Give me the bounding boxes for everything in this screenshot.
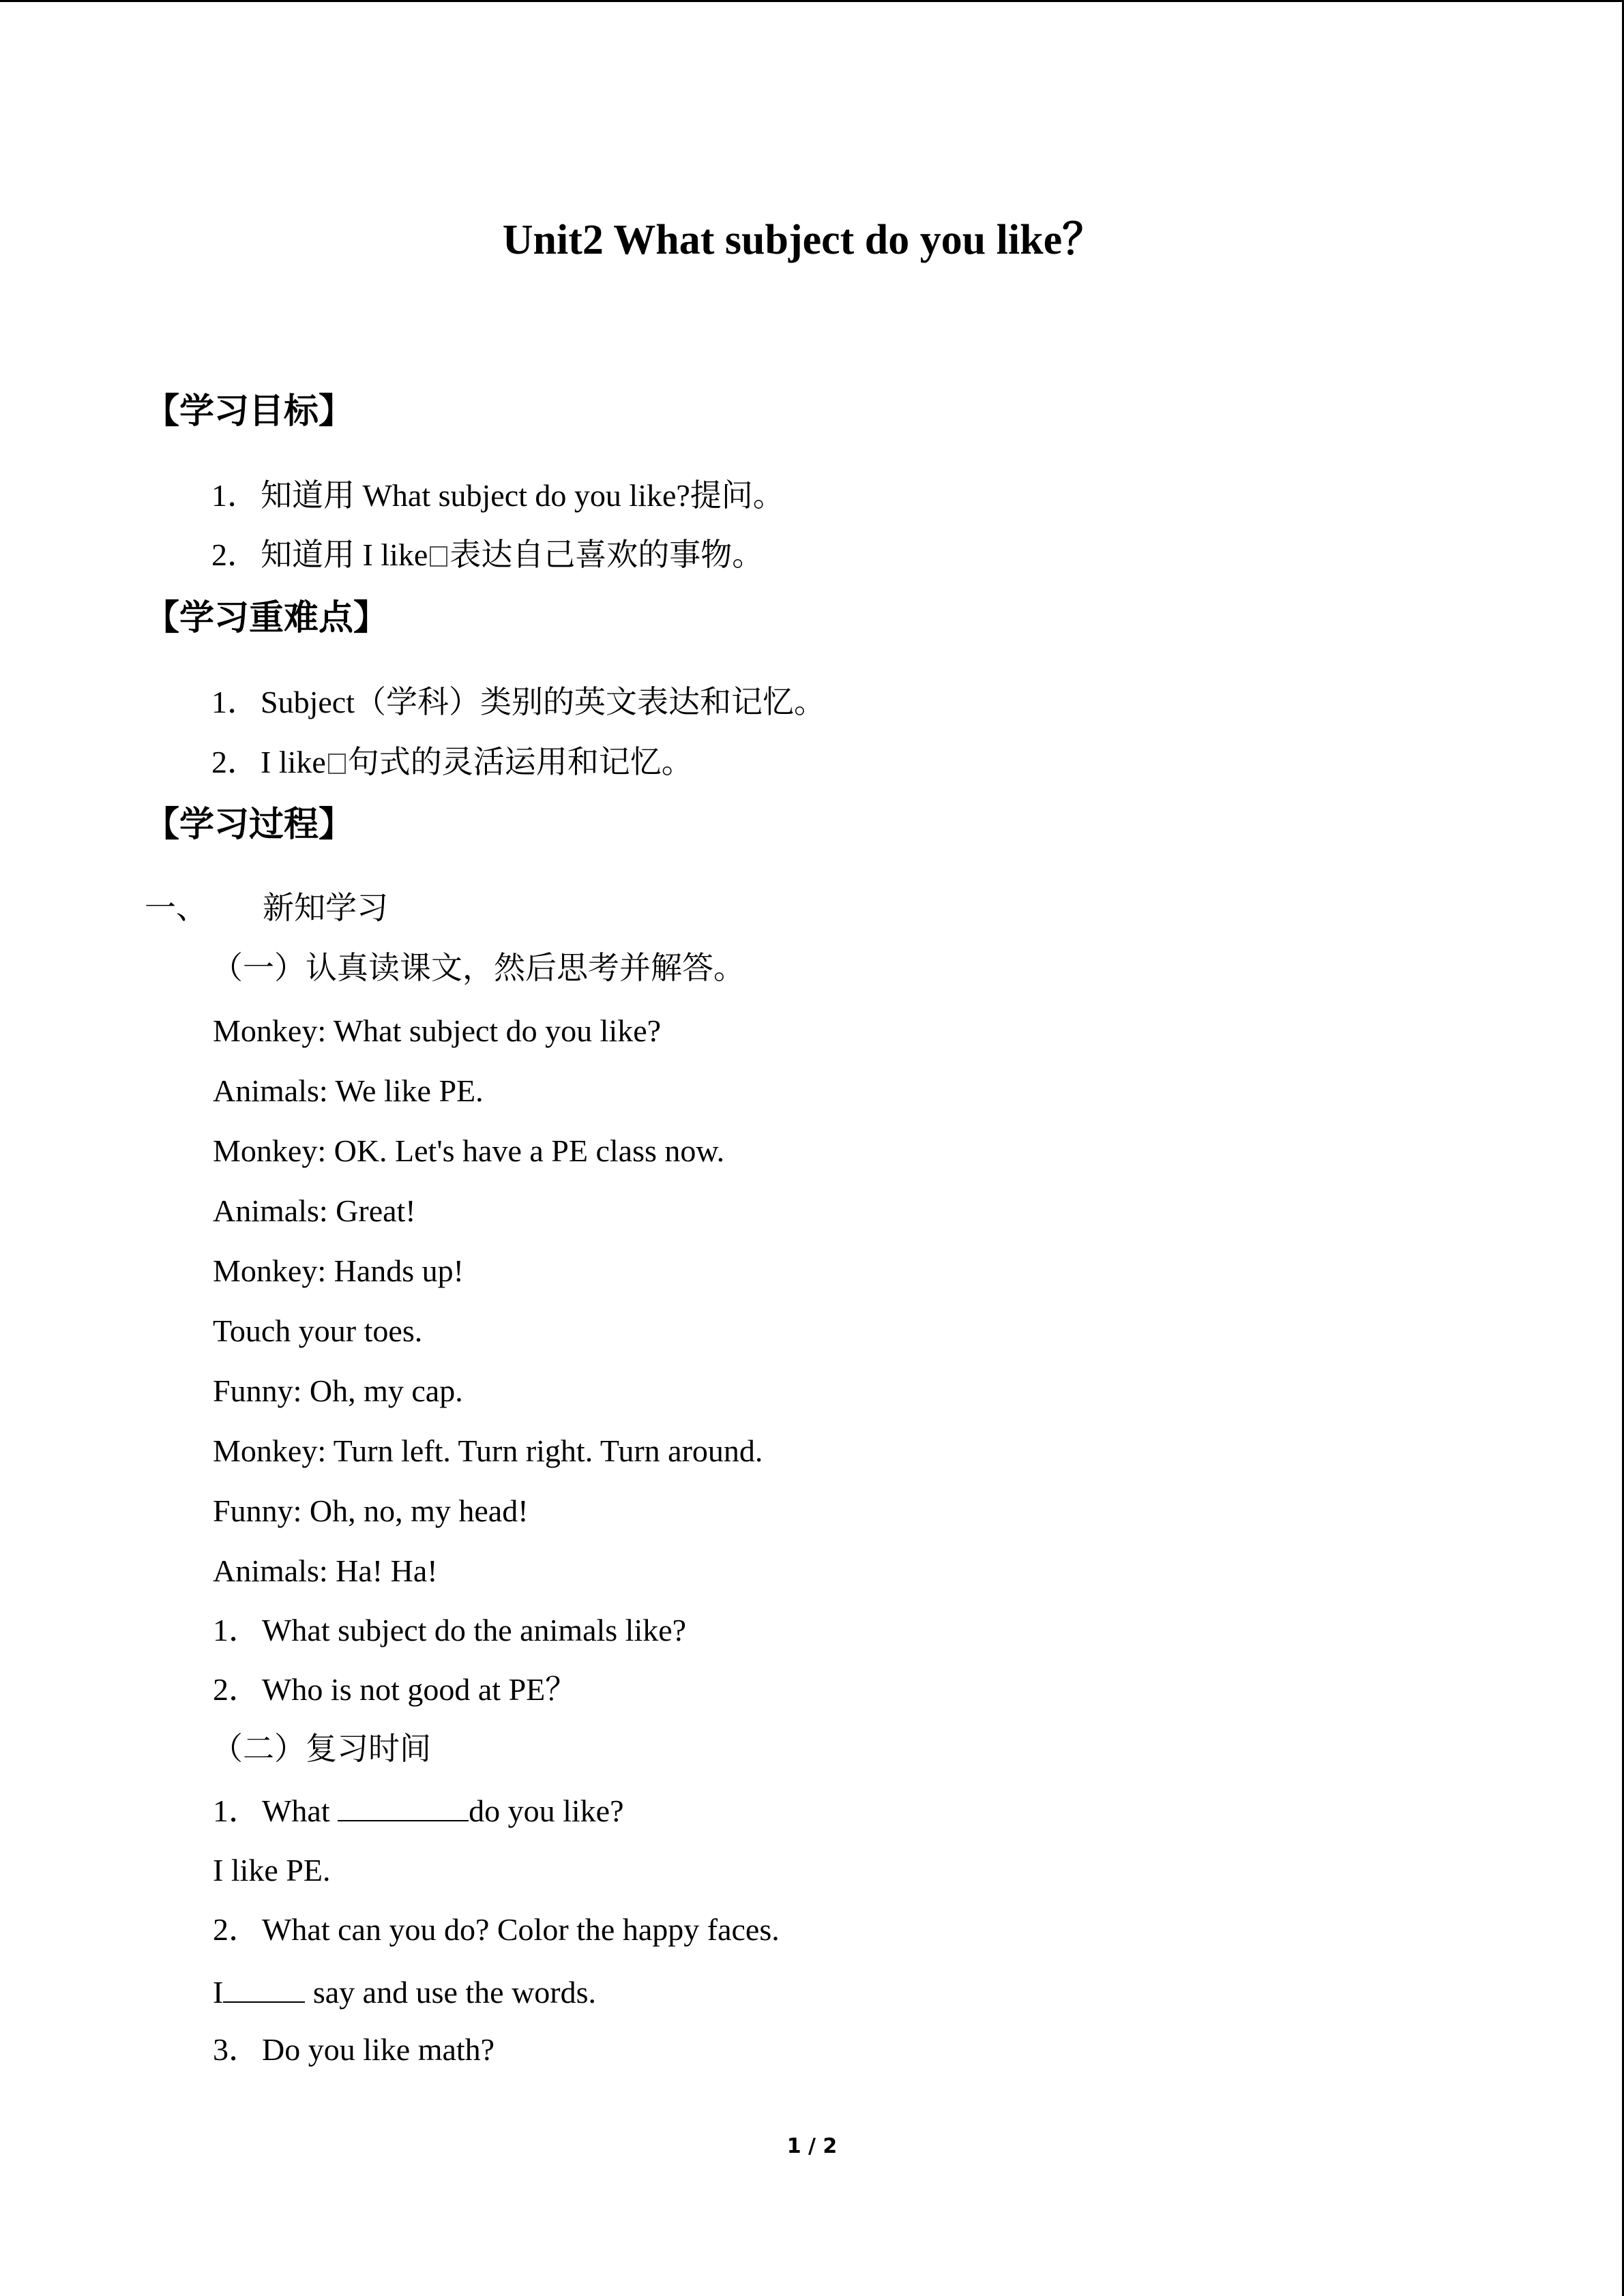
fill-in-blank[interactable] <box>223 1971 305 2003</box>
question-1-text: What subject do the animals like? <box>262 1613 687 1648</box>
goal-item-1 <box>211 475 784 516</box>
dialogue-line: Touch your toes. <box>213 1313 423 1348</box>
key-point-item-2-number: 2． <box>211 745 259 779</box>
dialogue-line: Monkey: What subject do you like? <box>213 1013 662 1048</box>
question-1-number: 1． <box>213 1613 260 1648</box>
key-point-item-1-text: Subject（学科）类别的英文表达和记忆。 <box>261 685 825 719</box>
heading-learning-goals: 【学习目标】 <box>145 391 354 432</box>
key-point-item-1-number: 1． <box>211 685 259 719</box>
review-question-3-number: 3． <box>213 2032 260 2067</box>
part-one-number: 一、 <box>145 891 207 925</box>
goal-item-1-text: 知道用 What subject do you like?提问。 <box>261 478 784 513</box>
goal-item-1-number: 1． <box>211 478 259 513</box>
page-border-top <box>0 0 1624 2</box>
question-2 <box>213 1669 576 1710</box>
heading-learning-process: 【学习过程】 <box>145 805 354 845</box>
review-question-2-line-after: say and use the words. <box>305 1975 597 2010</box>
dialogue-line: Animals: Ha! Ha! <box>213 1553 438 1588</box>
dialogue-line: Monkey: Hands up! <box>213 1253 464 1288</box>
review-question-2-number: 2． <box>213 1912 260 1947</box>
review-question-2-line-before: I <box>213 1975 224 2010</box>
sub-two-title: （二）复习时间 <box>211 1731 431 1766</box>
review-question-1-before: What <box>262 1793 338 1828</box>
key-point-item-2-text-a: I like <box>261 745 326 779</box>
key-point-item-2-text-b: 句式的灵活运用和记忆。 <box>347 745 693 779</box>
sub-one-title: （一）认真读课文，然后思考并解答。 <box>211 951 745 985</box>
goal-item-2-number: 2． <box>211 537 259 572</box>
review-question-1 <box>213 1790 624 1832</box>
review-question-1-answer: I like PE. <box>213 1853 331 1888</box>
review-question-1-after: do you like? <box>469 1793 624 1828</box>
key-point-item-1 <box>211 682 825 723</box>
goal-item-2-text-a: 知道用 I like <box>261 537 428 572</box>
dialogue-line: Monkey: Turn left. Turn right. Turn around. <box>213 1433 763 1468</box>
review-question-3 <box>213 2029 494 2070</box>
review-question-3-text: Do you like math? <box>262 2032 495 2067</box>
document-title: Unit2 What subject do you like？ <box>502 217 1105 263</box>
dialogue-line: Animals: We like PE. <box>213 1073 484 1108</box>
key-point-item-2 <box>211 742 693 783</box>
question-1 <box>213 1610 686 1651</box>
page-number: 1 / 2 <box>786 2134 838 2158</box>
dialogue-line: Funny: Oh, my cap. <box>213 1373 463 1408</box>
dialogue-line: Monkey: OK. Let's have a PE class now. <box>213 1133 725 1168</box>
placeholder-box-icon <box>328 754 346 774</box>
part-one-title: 新知学习 <box>263 891 388 925</box>
dialogue-line: Animals: Great! <box>213 1193 416 1228</box>
question-2-number: 2． <box>213 1672 260 1707</box>
placeholder-box-icon <box>430 546 447 567</box>
review-question-2-line <box>213 1971 596 2013</box>
heading-key-points: 【学习重难点】 <box>145 598 389 638</box>
goal-item-2-text-b: 表达自己喜欢的事物。 <box>449 537 764 572</box>
question-2-text: Who is not good at PE？ <box>262 1672 577 1707</box>
review-question-2-text: What can you do? Color the happy faces. <box>262 1912 780 1947</box>
goal-item-2 <box>211 535 763 576</box>
review-question-2 <box>213 1909 780 1950</box>
fill-in-blank[interactable] <box>338 1790 469 1821</box>
review-question-1-number: 1． <box>213 1793 260 1828</box>
dialogue-line: Funny: Oh, no, my head! <box>213 1493 529 1528</box>
